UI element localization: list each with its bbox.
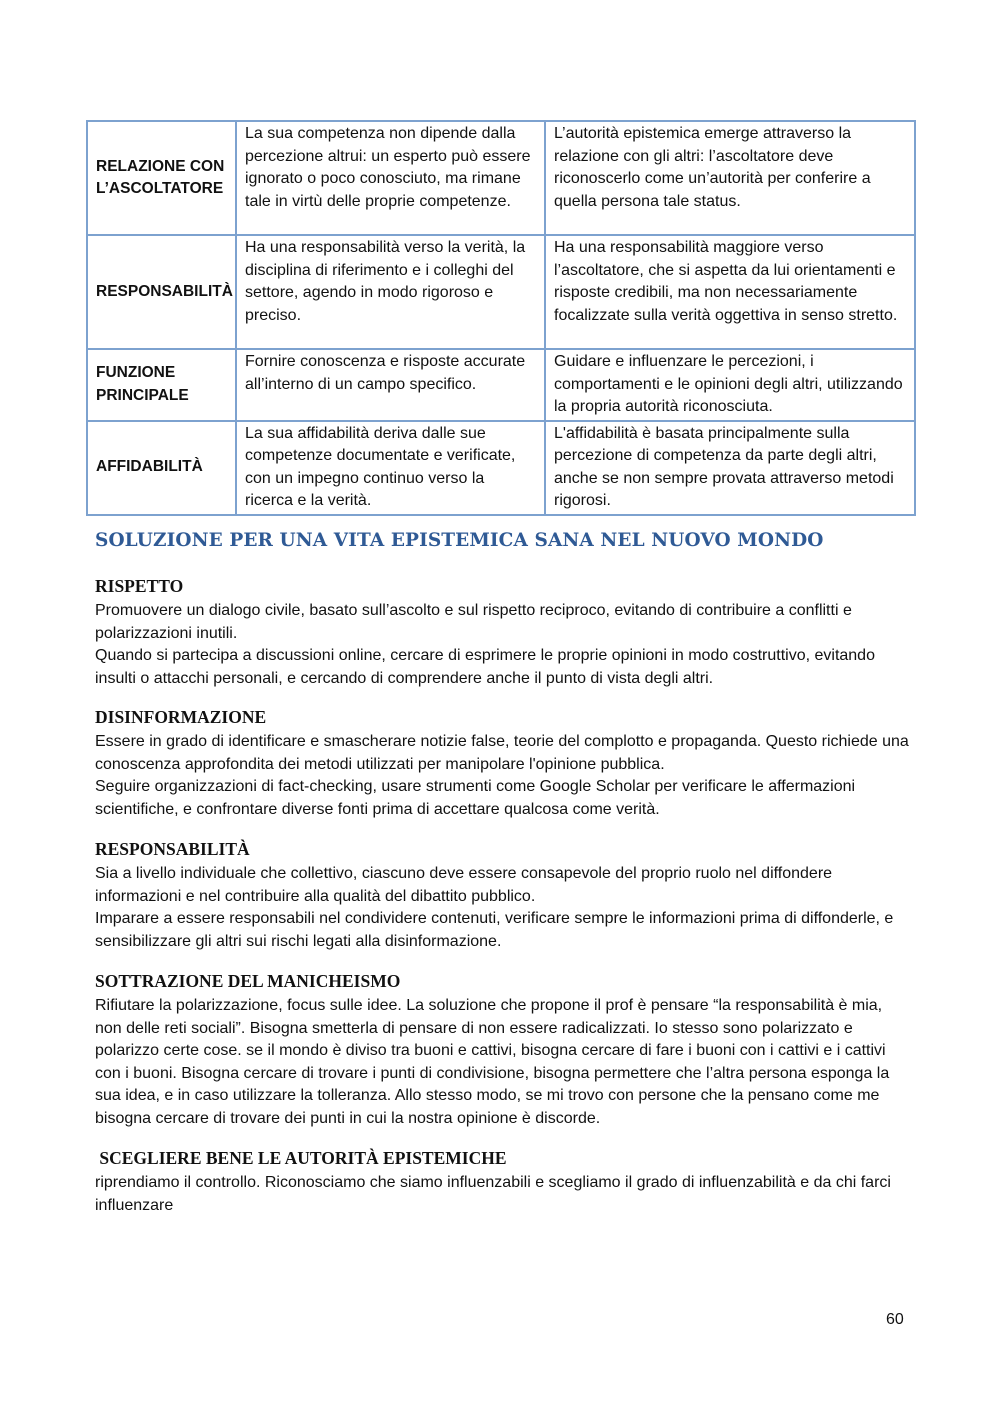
paragraph: Rifiutare la polarizzazione, focus sulle idee. La soluzione che propone il prof è pensare “la responsabilità è mia, non delle reti sociali”. Bisogna smetterla di pensare di non essere radicalizzati. Io stesso sono polarizzato e polarizzo certe cose. se il mondo è diviso tra buoni e cattivi, bisogna cercare di fare i buoni con i cattivi e i cattivi con i buoni. Bisogna cercare di trovare i punti di condivisione, bisogna permettere che l’altra persona esponga la sua idea, e in caso utilizzare la tolleranza. Allo stesso modo, se mi trovo con persone che la pensano come me bisogna cercare di trovare dei punti in cui la nostra opinione è discorde. [95,997,890,1127]
row-label: RESPONSABILITÀ [87,235,236,349]
comparison-table [86,120,916,516]
section-heading: SCEGLIERE BENE LE AUTORITÀ EPISTEMICHE [95,1148,507,1168]
section-heading: DISINFORMAZIONE [95,707,267,727]
section-title: SOLUZIONE PER UNA VITA EPISTEMICA SANA NEL NUOVO MONDO [95,530,824,551]
section-manicheismo [95,969,910,1130]
authority-cell: L'affidabilità è basata principalmente sulla percezione di competenza da parte degli altri, anche se non sempre provata attraverso metodi rigorosi. [545,421,915,515]
paragraph: riprendiamo il controllo. Riconosciamo che siamo influenzabili e scegliamo il grado di influenzabilità e da chi farci influenzare [95,1174,891,1214]
paragraph: Promuovere un dialogo civile, basato sull’ascolto e sul rispetto reciproco, evitando di contribuire a conflitti e polarizzazioni inutili. [95,602,852,642]
expert-cell: Ha una responsabilità verso la verità, la disciplina di riferimento e i colleghi del settore, agendo in modo rigoroso e preciso. [236,235,545,349]
section-heading: RISPETTO [95,576,184,596]
section-autorita [95,1146,910,1217]
authority-cell: L’autorità epistemica emerge attraverso la relazione con gli altri: l’ascoltatore deve riconoscerlo come un’autorità per conferire a quella persona tale status. [545,121,915,235]
row-label: FUNZIONE PRINCIPALE [87,349,236,421]
section-responsabilita [95,837,910,953]
paragraph: Sia a livello individuale che collettivo, ciascuno deve essere consapevole del proprio ruolo nel diffondere informazioni e nel contribuire alla qualità del dibattito pubblico. [95,865,833,905]
paragraph: Quando si partecipa a discussioni online, cercare di esprimere le proprie opinioni in modo costruttivo, evitando insulti o attacchi personali, e cercando di comprendere anche il punto di vista degli altri. [95,647,875,687]
table-row [87,235,915,349]
section-heading: RESPONSABILITÀ [95,839,250,859]
row-label: RELAZIONE CON L’ASCOLTATORE [87,121,236,235]
table-row [87,349,915,421]
page-number: 60 [886,1311,904,1328]
table-row [87,421,915,515]
section-rispetto [95,574,910,690]
section-heading: SOTTRAZIONE DEL MANICHEISMO [95,971,401,991]
paragraph: Essere in grado di identificare e smascherare notizie false, teorie del complotto e propaganda. Questo richiede una conoscenza approfondita dei metodi utilizzati per manipolare l'opinione pubblica. [95,733,909,773]
authority-cell: Guidare e influenzare le percezioni, i comportamenti e le opinioni degli altri, utilizzando la propria autorità riconosciuta. [545,349,915,421]
expert-cell: La sua affidabilità deriva dalle sue competenze documentate e verificate, con un impegno continuo verso la ricerca e la verità. [236,421,545,515]
expert-cell: Fornire conoscenza e risposte accurate all’interno di un campo specifico. [236,349,545,421]
paragraph: Imparare a essere responsabili nel condividere contenuti, verificare sempre le informazioni prima di diffonderle, e sensibilizzare gli altri sui rischi legati alla disinformazione. [95,910,894,950]
expert-cell: La sua competenza non dipende dalla percezione altrui: un esperto può essere ignorato o poco conosciuto, ma rimane tale in virtù delle proprie competenze. [236,121,545,235]
table-row [87,121,915,235]
section-disinformazione [95,705,910,821]
authority-cell: Ha una responsabilità maggiore verso l’ascoltatore, che si aspetta da lui orientamenti e risposte credibili, ma non necessariamente focalizzate sulla verità oggettiva in senso stretto. [545,235,915,349]
paragraph: Seguire organizzazioni di fact-checking, usare strumenti come Google Scholar per verificare le affermazioni scientifiche, e confrontare diverse fonti prima di accettare qualcosa come verità. [95,778,856,818]
row-label: AFFIDABILITÀ [87,421,236,515]
